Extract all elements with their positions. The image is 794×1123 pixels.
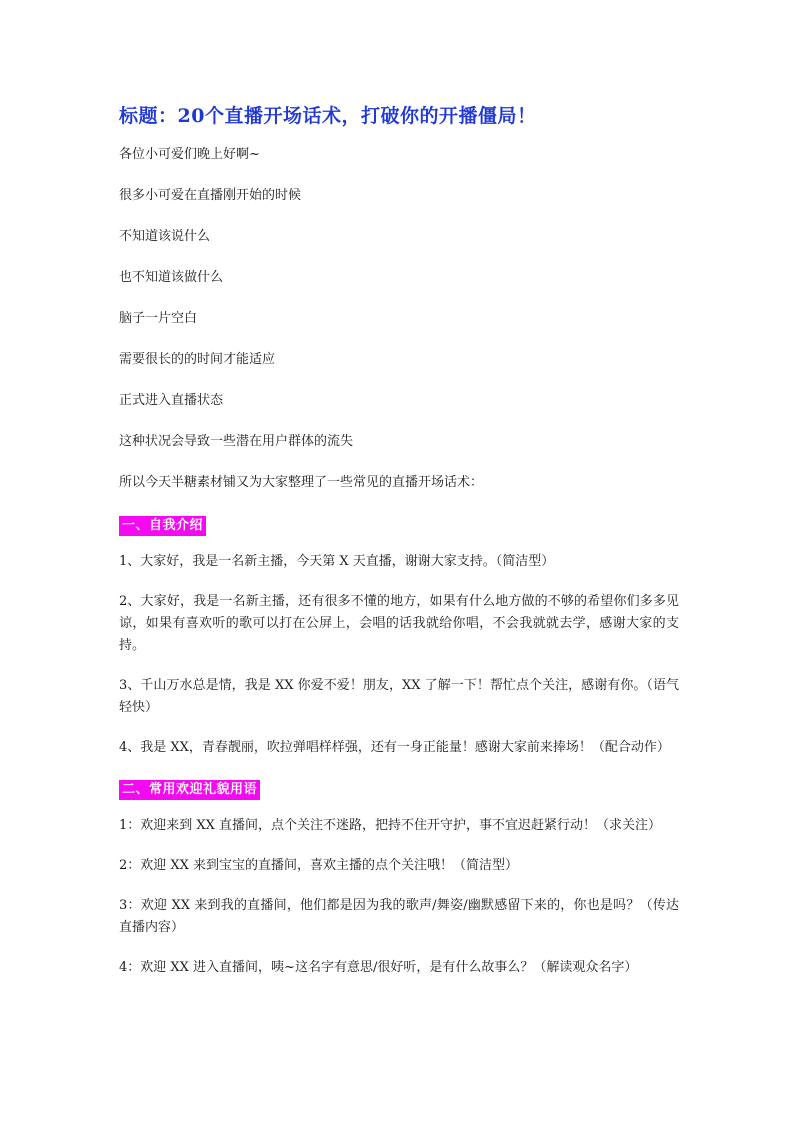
list-item: 2、大家好，我是一名新主播，还有很多不懂的地方，如果有什么地方做的不够的希望你们多多见谅，如果有喜欢听的歌可以打在公屏上，会唱的话我就给你唱，不会我就就去学，感谢大家的支持。 (119, 594, 679, 653)
list-item: 3：欢迎 XX 来到我的直播间，他们都是因为我的歌声/舞姿/幽默感留下来的，你也是吗？（传达直播内容） (119, 898, 679, 935)
intro-line: 很多小可爱在直播刚开始的时候 (119, 188, 302, 203)
list-item: 2：欢迎 XX 来到宝宝的直播间，喜欢主播的点个关注哦！（简洁型） (119, 858, 519, 873)
section-heading: 一、自我介绍 (119, 516, 206, 536)
intro-block (119, 144, 679, 494)
section-welcome-phrases (119, 777, 679, 979)
intro-line: 这种状况会导致一些潜在用户群体的流失 (119, 434, 354, 449)
list-item: 1、大家好，我是一名新主播，今天第 X 天直播，谢谢大家支持。（简洁型） (119, 554, 555, 569)
intro-line: 各位小可爱们晚上好啊~ (119, 147, 260, 162)
intro-line: 正式进入直播状态 (119, 393, 224, 408)
section-heading-wrap (119, 513, 679, 536)
list-item: 4：欢迎 XX 进入直播间，咦~这名字有意思/很好听，是有什么故事么？（解读观众名字） (119, 960, 638, 975)
intro-line: 也不知道该做什么 (119, 270, 224, 285)
section-heading-wrap (119, 777, 679, 800)
document-body (119, 100, 679, 997)
intro-line: 需要很长的的时间才能适应 (119, 352, 276, 367)
intro-line: 脑子一片空白 (119, 311, 198, 326)
section-heading: 二、常用欢迎礼貌用语 (119, 780, 260, 800)
section-self-introduction (119, 513, 679, 759)
intro-line: 不知道该说什么 (119, 229, 211, 244)
list-item: 4、我是 XX，青春靓丽，吹拉弹唱样样强，还有一身正能量！感谢大家前来捧场！（配合动作） (119, 740, 670, 755)
list-item: 1：欢迎来到 XX 直播间，点个关注不迷路，把持不住开守护，事不宜迟赶紧行动！（求关注） (119, 818, 662, 833)
list-item: 3、千山万水总是情，我是 XX 你爱不爱！朋友，XX 了解一下！帮忙点个关注，感谢有你。（语气轻快） (119, 678, 679, 715)
page-title: 标题：20个直播开场话术，打破你的开播僵局！ (119, 105, 537, 127)
intro-line: 所以今天半糖素材铺又为大家整理了一些常见的直播开场话术： (119, 475, 484, 490)
